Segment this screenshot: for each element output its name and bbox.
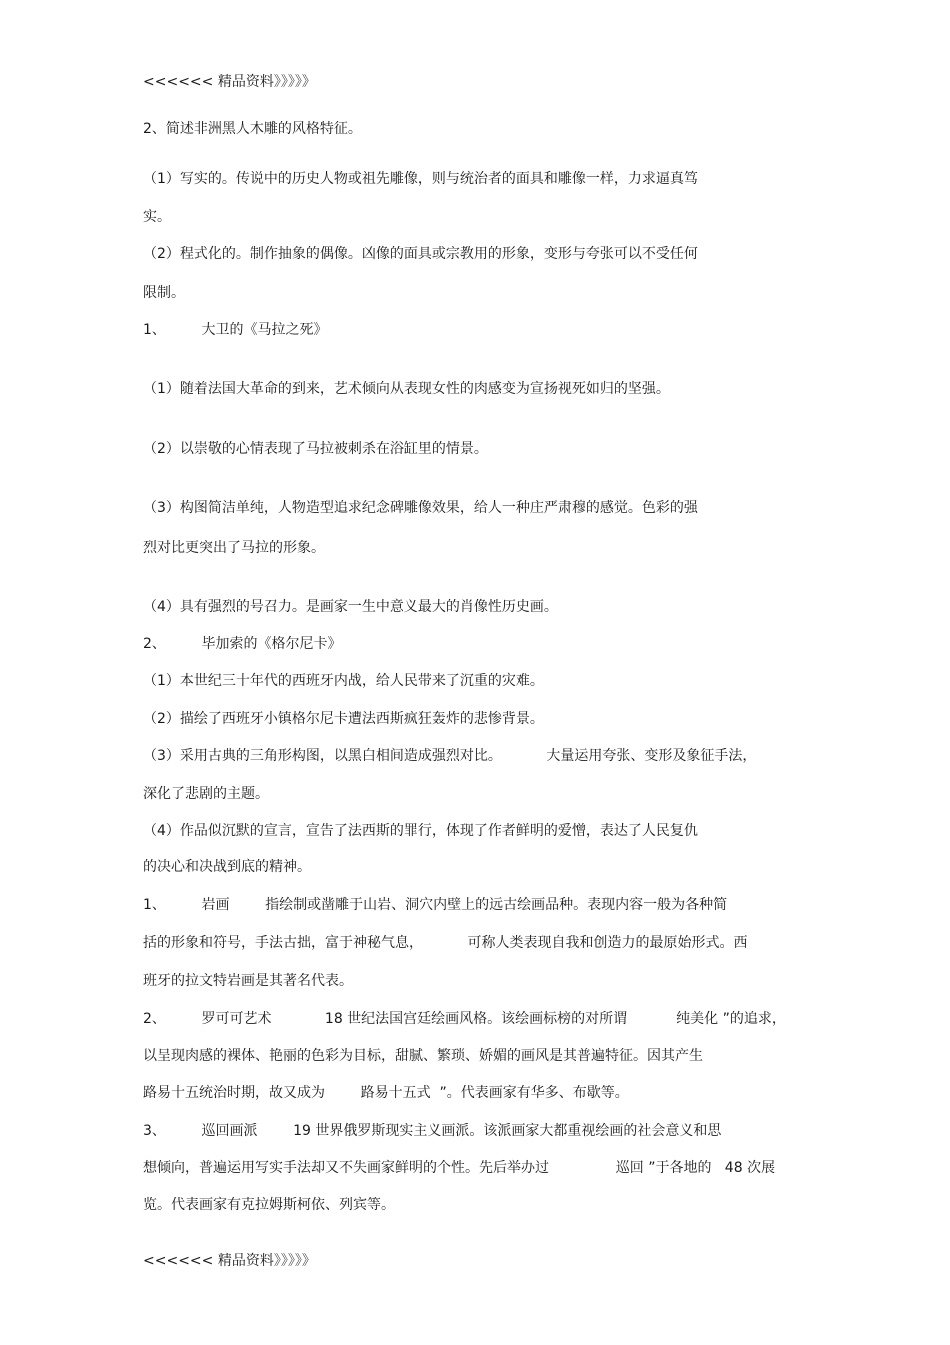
paragraph-line: （3）构图简洁单纯，人物造型追求纪念碑雕像效果，给人一种庄严肃穆的感觉。色彩的强 (143, 500, 698, 516)
paragraph-line: （3）采用古典的三角形构图，以黑白相间造成强烈对比。 大量运用夸张、变形及象征手法， (143, 748, 757, 764)
paragraph-line: （4）作品似沉默的宣言，宣告了法西斯的罪行，体现了作者鲜明的爱憎，表达了人民复仇 (143, 823, 698, 839)
paragraph-line: （2）程式化的。制作抽象的偶像。凶像的面具或宗教用的形象，变形与夸张可以不受任何 (143, 246, 698, 262)
term-definition-rococo: 2、 罗可可艺术 18 世纪法国宫廷绘画风格。该绘画标榜的对所谓 纯美化 ”的追求， (143, 1011, 786, 1027)
paragraph-line: 想倾向，普遍运用写实手法却又不失画家鲜明的个性。先后举办过 巡回 ”于各地的 48 次展 (143, 1160, 776, 1176)
paragraph-line: 烈对比更突出了马拉的形象。 (143, 540, 325, 556)
term-definition-peredvizhniki: 3、 巡回画派 19 世界俄罗斯现实主义画派。该派画家大都重视绘画的社会意义和思 (143, 1123, 722, 1139)
paragraph-line: 路易十五统治时期，故又成为 路易十五式 ”。代表画家有华多、布歇等。 (143, 1085, 629, 1101)
question-heading-african-sculpture: 2、简述非洲黑人木雕的风格特征。 (143, 121, 362, 137)
section-heading-guernica: 2、 毕加索的《格尔尼卡》 (143, 636, 342, 652)
paragraph-line: （2）以崇敬的心情表现了马拉被刺杀在浴缸里的情景。 (143, 441, 488, 457)
paragraph-line: 班牙的拉文特岩画是其著名代表。 (143, 973, 353, 989)
paragraph-line: 括的形象和符号，手法古拙，富于神秘气息， 可称人类表现自我和创造力的最原始形式。西 (143, 935, 748, 951)
paragraph-line: 实。 (143, 209, 171, 225)
paragraph-line: （4）具有强烈的号召力。是画家一生中意义最大的肖像性历史画。 (143, 599, 558, 615)
term-definition-rock-painting: 1、 岩画 指绘制或凿雕于山岩、洞穴内壁上的远古绘画品种。表现内容一般为各种简 (143, 897, 728, 913)
paragraph-line: （1）本世纪三十年代的西班牙内战，给人民带来了沉重的灾难。 (143, 673, 544, 689)
paragraph-line: 以呈现肉感的裸体、艳丽的色彩为目标，甜腻、繁琐、娇媚的画风是其普遍特征。因其产生 (143, 1048, 703, 1064)
paragraph-line: 深化了悲剧的主题。 (143, 786, 269, 802)
paragraph-line: （1）随着法国大革命的到来，艺术倾向从表现女性的肉感变为宣扬视死如归的坚强。 (143, 381, 670, 397)
paragraph-line: 的决心和决战到底的精神。 (143, 859, 311, 875)
paragraph-line: 限制。 (143, 285, 185, 301)
paragraph-line: 览。代表画家有克拉姆斯柯依、列宾等。 (143, 1197, 395, 1213)
page-header: <<<<<< 精品资料》》》》》 (143, 74, 316, 90)
page-footer: <<<<<< 精品资料》》》》》 (143, 1253, 316, 1269)
paragraph-line: （1）写实的。传说中的历史人物或祖先雕像，则与统治者的面具和雕像一样，力求逼真笃 (143, 171, 698, 187)
paragraph-line: （2）描绘了西班牙小镇格尔尼卡遭法西斯疯狂轰炸的悲惨背景。 (143, 711, 544, 727)
section-heading-death-of-marat: 1、 大卫的《马拉之死》 (143, 322, 328, 338)
